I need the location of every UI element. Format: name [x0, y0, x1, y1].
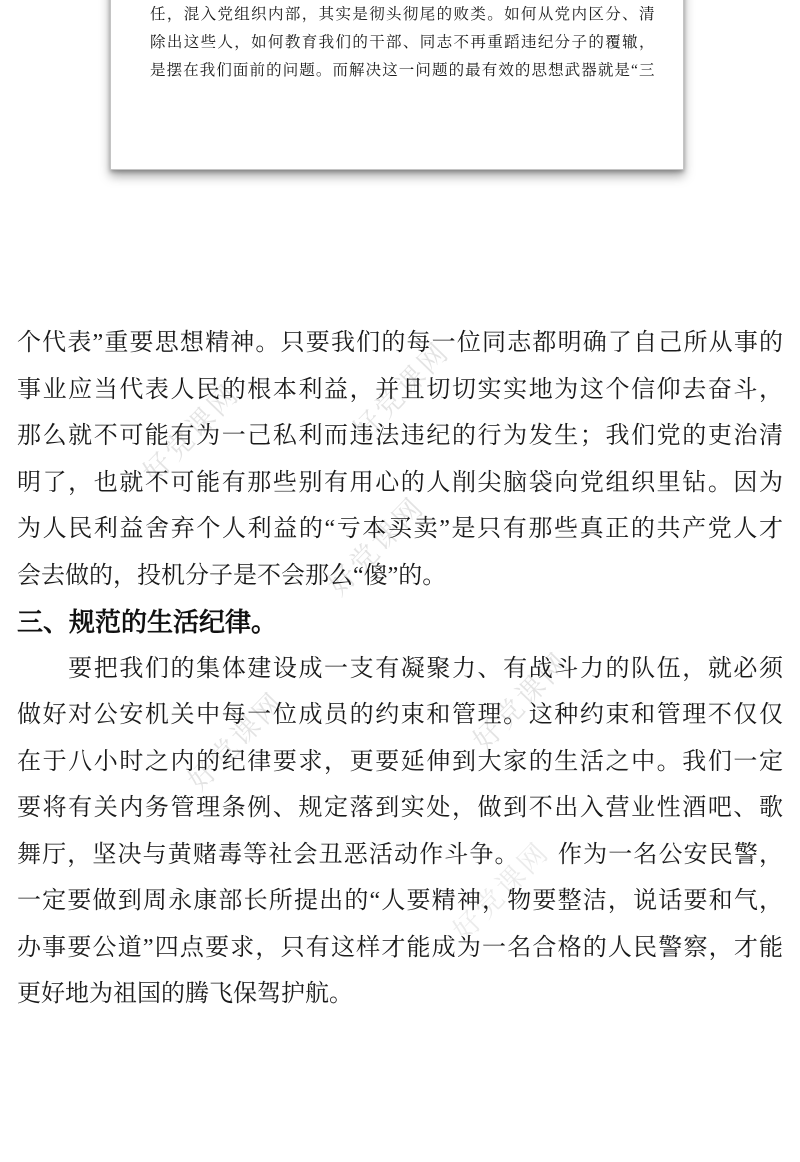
document-line: 个代表”重要思想精神。只要我们的每一位同志都明确了自己所从事的 [17, 330, 783, 356]
section-heading: 三、规范的生活纪律。 [17, 607, 278, 637]
document-line: 要将有关内务管理条例、规定落到实处，做到不出入营业性酒吧、歌 [17, 795, 783, 821]
watermark: 好党课网 [446, 835, 556, 947]
document-line: 明了，也就不可能有那些别有用心的人削尖脑袋向党组织里钻。因为 [17, 469, 783, 496]
watermark: 好党课网 [346, 335, 456, 447]
watermark: 好党课网 [321, 490, 431, 602]
page-preview-text [111, 0, 683, 85]
document-line: 办事要公道”四点要求，只有这样才能成为一名合格的人民警察，才能 [17, 934, 783, 961]
document-line: 那么就不可能有为一己私利而违法违纪的行为发生；我们党的吏治清 [17, 423, 783, 449]
document-line: 在于八小时之内的纪律要求，更要延伸到大家的生活之中。我们一定 [17, 748, 783, 775]
document-line: 更好地为祖国的腾飞保驾护航。 [17, 981, 353, 1007]
document-line: 是摆在我们面前的问题。而解决这一问题的最有效的思想武器就是“三 [150, 62, 655, 79]
document-line: 要把我们的集体建设成一支有凝聚力、有战斗力的队伍，就必须 [17, 655, 783, 682]
watermark: 好党课网 [181, 685, 291, 797]
document-line: 除出这些人，如何教育我们的干部、同志不再重蹈违纪分子的覆辙， [150, 34, 655, 51]
document-line: 为人民利益舍弃个人利益的“亏本买卖”是只有那些真正的共产党人才 [17, 516, 783, 542]
document-line: 做好对公安机关中每一位成员的约束和管理。这种约束和管理不仅仅 [17, 702, 783, 728]
page-preview-card [110, 0, 684, 170]
watermark: 好党课网 [136, 377, 246, 489]
document-line: 任，混入党组织内部，其实是彻头彻尾的败类。如何从党内区分、清 [150, 6, 655, 23]
document-line: 一定要做到周永康部长所提出的“人要精神，物要整洁，说话要和气， [17, 888, 783, 914]
document-line: 事业应当代表人民的根本利益，并且切切实实地为这个信仰去奋斗， [17, 376, 783, 403]
document-line: 舞厅，坚决与黄赌毒等社会丑恶活动作斗争。 作为一名公安民警， [17, 841, 783, 868]
document-body [17, 320, 783, 1018]
document-line: 会去做的，投机分子是不会那么“傻”的。 [17, 562, 447, 589]
watermark: 好党课网 [466, 645, 576, 757]
